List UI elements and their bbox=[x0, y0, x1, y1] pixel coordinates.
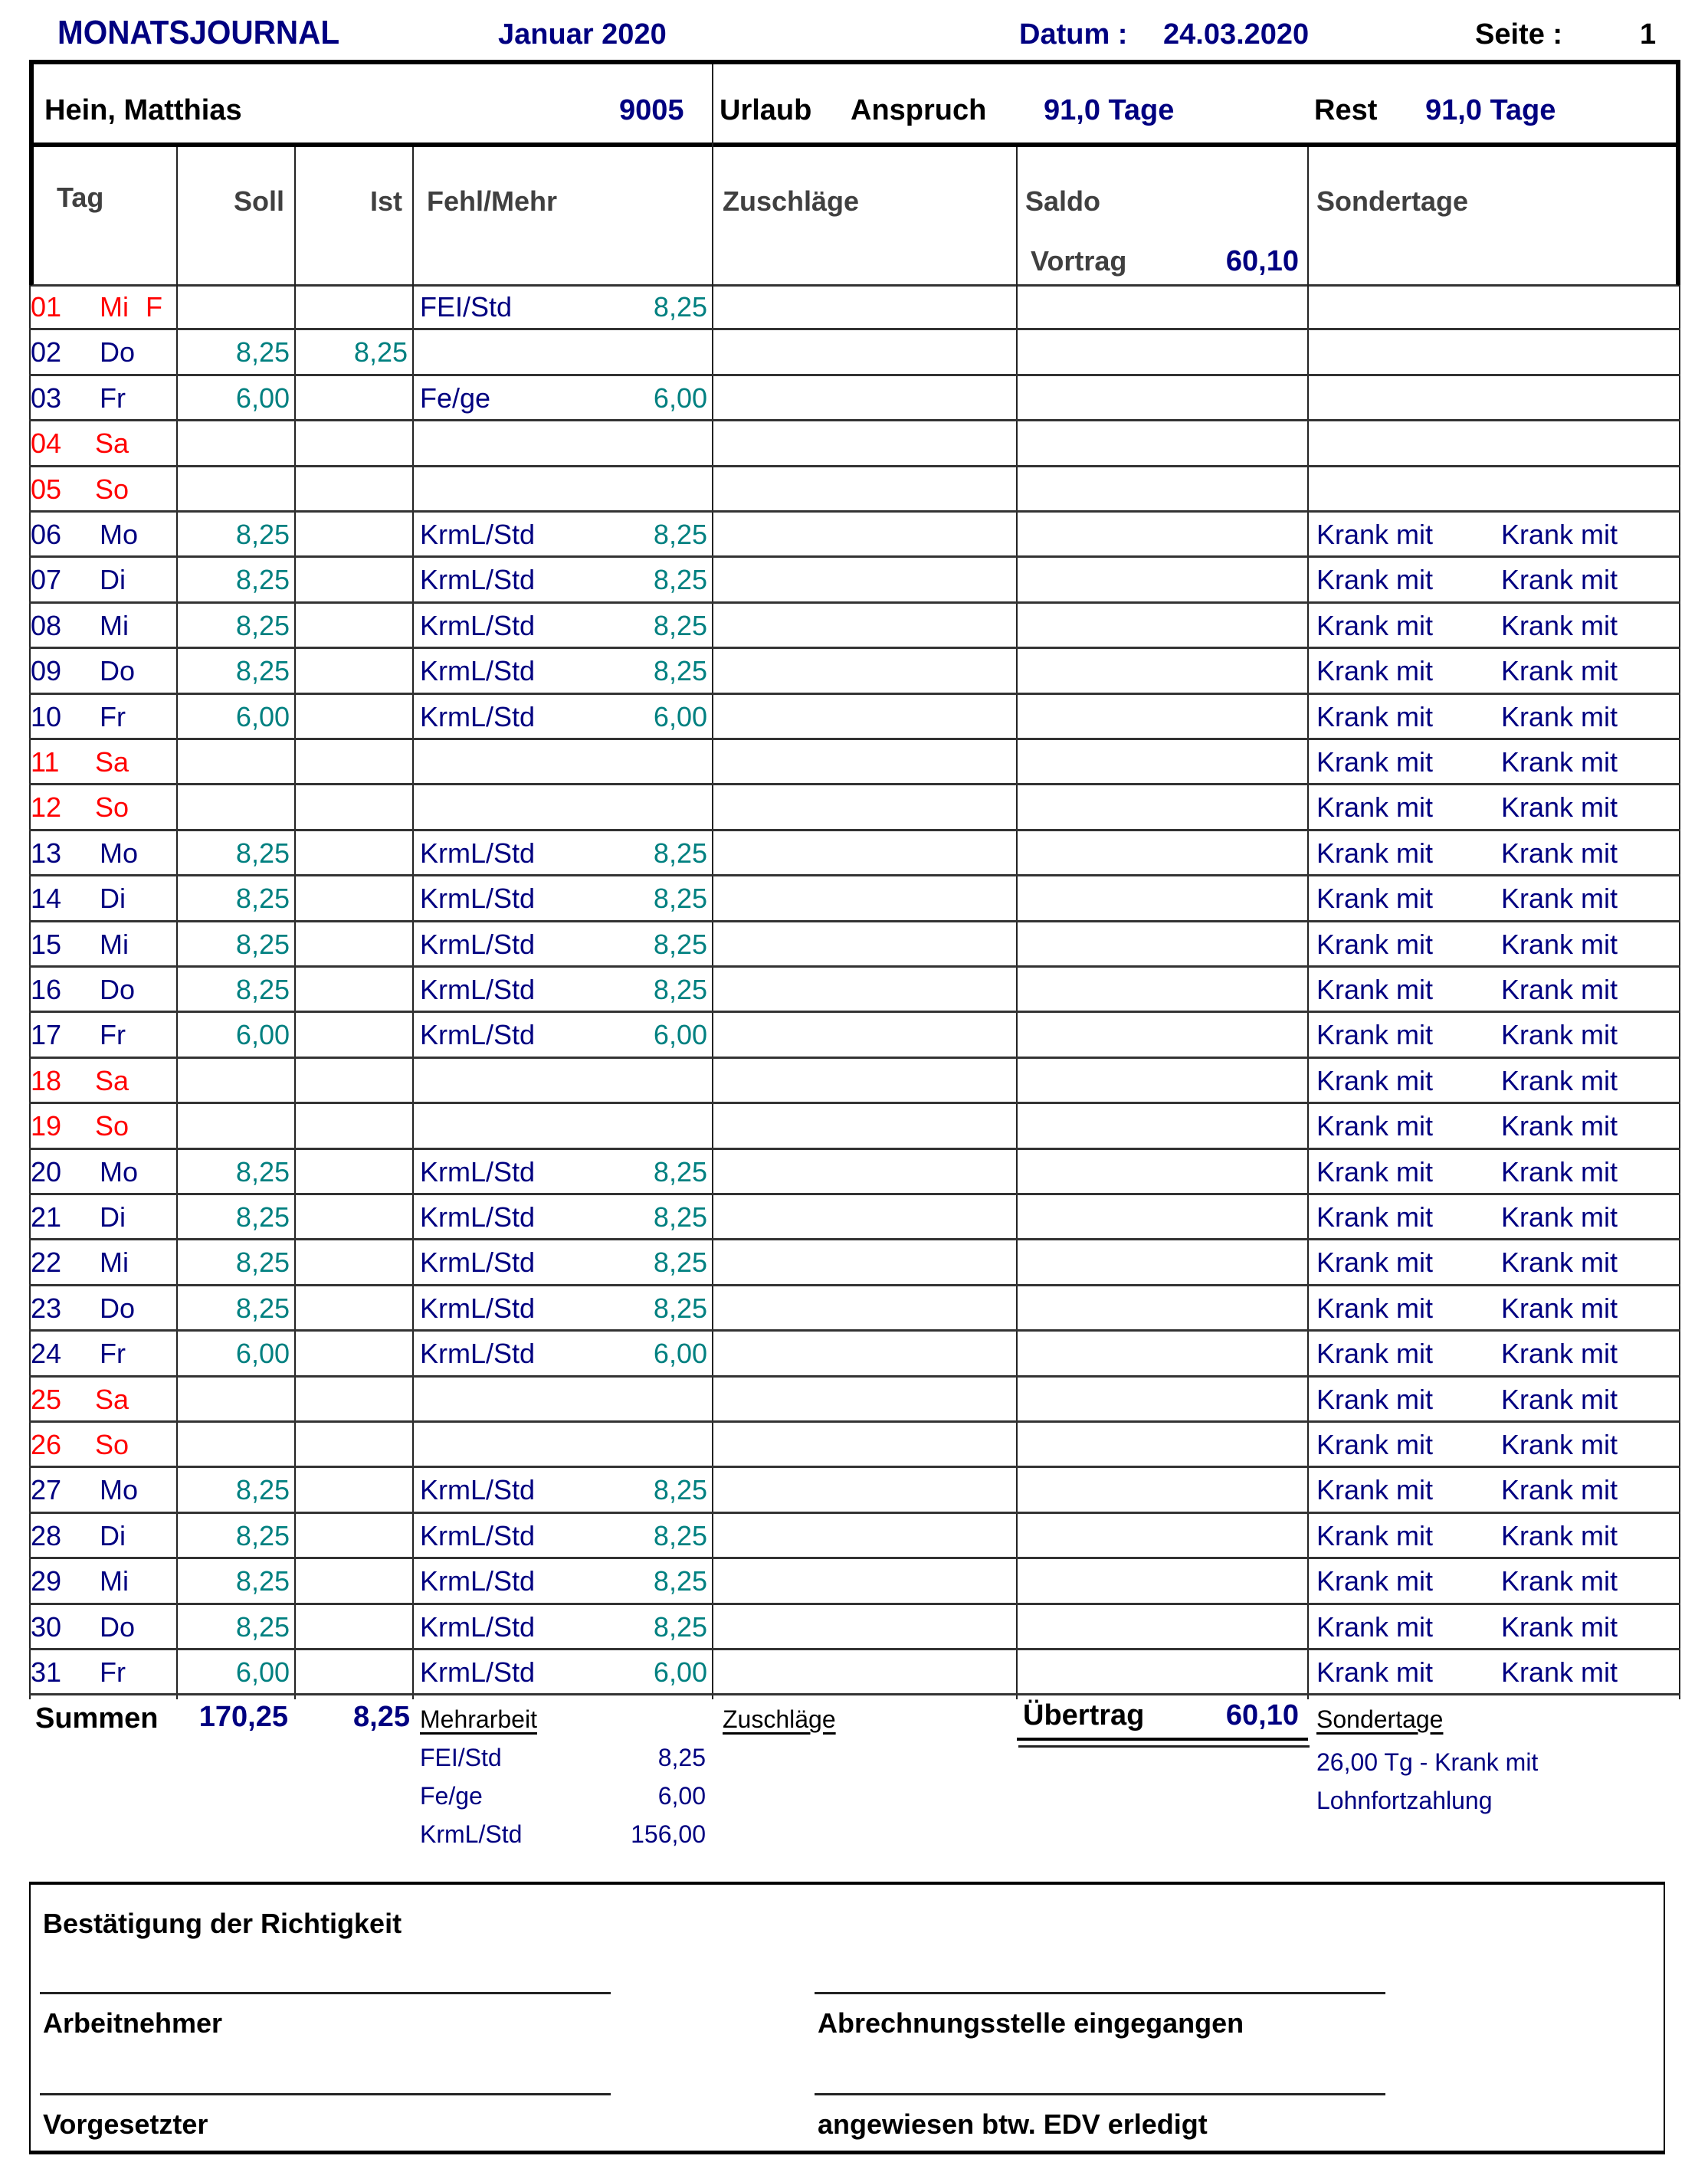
weekday: Mi bbox=[100, 291, 129, 323]
soll-hours: 6,00 bbox=[235, 700, 290, 732]
special-day-2: Krank mit bbox=[1501, 1656, 1618, 1688]
absence-hours: 8,25 bbox=[653, 291, 707, 323]
weekday: Do bbox=[100, 336, 136, 369]
weekday: Do bbox=[100, 655, 136, 687]
sondertage-label: Sondertage bbox=[1316, 1705, 1444, 1733]
absence-hours: 8,25 bbox=[653, 1201, 707, 1233]
weekday: Sa bbox=[95, 1383, 129, 1415]
special-day-1: Krank mit bbox=[1316, 1565, 1434, 1597]
special-day-1: Krank mit bbox=[1316, 1201, 1434, 1233]
totals-ist: 8,25 bbox=[353, 1701, 410, 1733]
special-day-2: Krank mit bbox=[1501, 1247, 1618, 1279]
weekday: Sa bbox=[95, 1064, 129, 1096]
day-number: 16 bbox=[31, 974, 62, 1005]
special-day-2: Krank mit bbox=[1501, 837, 1618, 869]
col-soll: Soll bbox=[233, 185, 284, 217]
weekday: Mi bbox=[100, 609, 129, 641]
signature-label-employee: Arbeitnehmer bbox=[43, 2007, 223, 2039]
table-row bbox=[29, 1605, 1680, 1650]
day-number: 21 bbox=[31, 1201, 62, 1233]
absence-code: KrmL/Std bbox=[420, 1019, 536, 1051]
soll-hours: 8,25 bbox=[235, 974, 290, 1005]
special-day-2: Krank mit bbox=[1501, 1338, 1618, 1370]
soll-hours: 8,25 bbox=[235, 1519, 290, 1551]
ist-hours: 8,25 bbox=[353, 336, 408, 369]
soll-hours: 8,25 bbox=[235, 1292, 290, 1324]
weekday: Mo bbox=[100, 1474, 139, 1506]
employee-name: Hein, Matthias bbox=[44, 94, 242, 126]
day-number: 03 bbox=[31, 382, 62, 414]
col-ist: Ist bbox=[369, 185, 402, 217]
totals-label: Summen bbox=[35, 1702, 159, 1735]
soll-hours: 6,00 bbox=[235, 1338, 290, 1370]
day-number: 25 bbox=[31, 1383, 62, 1415]
absence-hours: 8,25 bbox=[653, 609, 707, 641]
weekday: Mi bbox=[100, 928, 129, 960]
col-zuschlaege: Zuschläge bbox=[723, 185, 860, 217]
special-day-2: Krank mit bbox=[1501, 1383, 1618, 1415]
table-row bbox=[29, 376, 1680, 421]
uebertrag-value: 60,10 bbox=[1225, 1699, 1299, 1731]
special-day-1: Krank mit bbox=[1316, 746, 1434, 778]
special-day-1: Krank mit bbox=[1316, 1383, 1434, 1415]
absence-code: KrmL/Std bbox=[420, 655, 536, 687]
absence-hours: 6,00 bbox=[653, 382, 707, 414]
absence-code: KrmL/Std bbox=[420, 1474, 536, 1506]
absence-hours: 8,25 bbox=[653, 1519, 707, 1551]
journal-title: MONATSJOURNAL bbox=[57, 14, 340, 51]
absence-hours: 8,25 bbox=[653, 1247, 707, 1279]
special-day-1: Krank mit bbox=[1316, 1292, 1434, 1324]
absence-code: KrmL/Std bbox=[420, 928, 536, 960]
absence-code: KrmL/Std bbox=[420, 519, 536, 550]
col-sondertage: Sondertage bbox=[1316, 185, 1469, 217]
absence-hours: 8,25 bbox=[653, 1155, 707, 1188]
month-label: Januar 2020 bbox=[498, 18, 667, 51]
day-number: 29 bbox=[31, 1565, 62, 1597]
absence-code: KrmL/Std bbox=[420, 1565, 536, 1597]
rest-value: 91,0 Tage bbox=[1425, 94, 1556, 126]
special-day-1: Krank mit bbox=[1316, 837, 1434, 869]
table-row bbox=[29, 740, 1680, 785]
entitlement-label: Anspruch bbox=[851, 94, 987, 126]
special-day-2: Krank mit bbox=[1501, 928, 1618, 960]
table-row bbox=[29, 1514, 1680, 1559]
date-value: 24.03.2020 bbox=[1163, 18, 1310, 51]
mehrarbeit-value: 156,00 bbox=[631, 1820, 706, 1848]
signature-line-edv bbox=[815, 2093, 1385, 2095]
absence-code: KrmL/Std bbox=[420, 564, 536, 596]
special-day-2: Krank mit bbox=[1501, 700, 1618, 732]
absence-code: KrmL/Std bbox=[420, 883, 536, 915]
special-day-2: Krank mit bbox=[1501, 883, 1618, 915]
special-day-1: Krank mit bbox=[1316, 1429, 1434, 1460]
weekday: Fr bbox=[100, 700, 126, 732]
absence-code: FEI/Std bbox=[420, 291, 513, 323]
soll-hours: 8,25 bbox=[235, 1610, 290, 1643]
mehrarbeit-label: Mehrarbeit bbox=[420, 1705, 537, 1733]
special-day-1: Krank mit bbox=[1316, 700, 1434, 732]
soll-hours: 8,25 bbox=[235, 1155, 290, 1188]
col-tag: Tag bbox=[57, 182, 104, 213]
special-day-2: Krank mit bbox=[1501, 1292, 1618, 1324]
mehrarbeit-code: FEI/Std bbox=[420, 1744, 502, 1771]
special-day-1: Krank mit bbox=[1316, 1064, 1434, 1096]
table-row bbox=[29, 968, 1680, 1013]
zuschlaege-label: Zuschläge bbox=[723, 1705, 836, 1733]
absence-hours: 6,00 bbox=[653, 1656, 707, 1688]
special-day-2: Krank mit bbox=[1501, 1155, 1618, 1188]
absence-code: KrmL/Std bbox=[420, 1292, 536, 1324]
table-row bbox=[29, 1150, 1680, 1195]
table-row bbox=[29, 285, 1680, 330]
day-number: 04 bbox=[31, 428, 62, 460]
table-row bbox=[29, 604, 1680, 649]
sondertage-line1: 26,00 Tg - Krank mit bbox=[1316, 1748, 1539, 1776]
table-row bbox=[29, 1423, 1680, 1468]
sondertage-line2: Lohnfortzahlung bbox=[1316, 1787, 1493, 1814]
weekday: So bbox=[95, 791, 129, 824]
special-day-1: Krank mit bbox=[1316, 928, 1434, 960]
weekday: Di bbox=[100, 883, 126, 915]
special-day-2: Krank mit bbox=[1501, 519, 1618, 550]
special-day-2: Krank mit bbox=[1501, 1474, 1618, 1506]
absence-hours: 8,25 bbox=[653, 883, 707, 915]
absence-code: KrmL/Std bbox=[420, 609, 536, 641]
absence-code: Fe/ge bbox=[420, 382, 491, 414]
weekday: Fr bbox=[100, 1338, 126, 1370]
day-number: 09 bbox=[31, 655, 62, 687]
soll-hours: 8,25 bbox=[235, 564, 290, 596]
soll-hours: 8,25 bbox=[235, 928, 290, 960]
signature-label-edv: angewiesen btw. EDV erledigt bbox=[818, 2108, 1208, 2140]
weekday: Di bbox=[100, 1201, 126, 1233]
totals-soll: 170,25 bbox=[198, 1701, 288, 1733]
weekday: Do bbox=[100, 974, 136, 1005]
special-day-2: Krank mit bbox=[1501, 974, 1618, 1005]
soll-hours: 6,00 bbox=[235, 382, 290, 414]
table-row bbox=[29, 1286, 1680, 1332]
soll-hours: 8,25 bbox=[235, 1565, 290, 1597]
soll-hours: 8,25 bbox=[235, 837, 290, 869]
page-number: 1 bbox=[1640, 18, 1657, 51]
weekday: So bbox=[95, 1110, 129, 1142]
weekday: Fr bbox=[100, 382, 126, 414]
special-day-1: Krank mit bbox=[1316, 609, 1434, 641]
absence-code: KrmL/Std bbox=[420, 1610, 536, 1643]
special-day-1: Krank mit bbox=[1316, 1247, 1434, 1279]
table-row bbox=[29, 1195, 1680, 1240]
weekday: Mo bbox=[100, 519, 139, 550]
special-day-2: Krank mit bbox=[1501, 1201, 1618, 1233]
vacation-label: Urlaub bbox=[720, 94, 812, 126]
special-day-1: Krank mit bbox=[1316, 655, 1434, 687]
table-row bbox=[29, 876, 1680, 922]
mehrarbeit-code: Fe/ge bbox=[420, 1782, 483, 1810]
date-label: Datum : bbox=[1019, 18, 1128, 51]
weekday: Di bbox=[100, 1519, 126, 1551]
day-number: 26 bbox=[31, 1429, 62, 1460]
special-day-2: Krank mit bbox=[1501, 746, 1618, 778]
day-number: 22 bbox=[31, 1247, 62, 1279]
absence-hours: 8,25 bbox=[653, 1565, 707, 1597]
special-day-1: Krank mit bbox=[1316, 1610, 1434, 1643]
special-day-2: Krank mit bbox=[1501, 791, 1618, 824]
table-row bbox=[29, 695, 1680, 740]
absence-hours: 8,25 bbox=[653, 974, 707, 1005]
soll-hours: 8,25 bbox=[235, 883, 290, 915]
absence-code: KrmL/Std bbox=[420, 1519, 536, 1551]
weekday: Mo bbox=[100, 837, 139, 869]
table-row bbox=[29, 922, 1680, 968]
special-day-1: Krank mit bbox=[1316, 1656, 1434, 1688]
page-label: Seite : bbox=[1475, 18, 1563, 51]
table-row bbox=[29, 330, 1680, 375]
day-number: 07 bbox=[31, 564, 62, 596]
table-row bbox=[29, 649, 1680, 694]
special-day-1: Krank mit bbox=[1316, 791, 1434, 824]
signature-line-supervisor bbox=[40, 2093, 611, 2095]
table-row bbox=[29, 1332, 1680, 1377]
special-day-1: Krank mit bbox=[1316, 1474, 1434, 1506]
day-number: 01 bbox=[31, 291, 62, 323]
special-day-2: Krank mit bbox=[1501, 1019, 1618, 1051]
table-row bbox=[29, 831, 1680, 876]
special-day-1: Krank mit bbox=[1316, 564, 1434, 596]
soll-hours: 8,25 bbox=[235, 519, 290, 550]
day-number: 27 bbox=[31, 1474, 62, 1506]
day-number: 30 bbox=[31, 1610, 62, 1643]
absence-hours: 6,00 bbox=[653, 700, 707, 732]
day-number: 24 bbox=[31, 1338, 62, 1370]
soll-hours: 8,25 bbox=[235, 1201, 290, 1233]
weekday: Di bbox=[100, 564, 126, 596]
mehrarbeit-value: 6,00 bbox=[657, 1782, 706, 1810]
weekday: Fr bbox=[100, 1656, 126, 1688]
confirmation-title: Bestätigung der Richtigkeit bbox=[43, 1908, 402, 1939]
mehrarbeit-code: KrmL/Std bbox=[420, 1820, 523, 1848]
absence-hours: 8,25 bbox=[653, 1474, 707, 1506]
table-row bbox=[29, 1650, 1680, 1695]
day-number: 20 bbox=[31, 1155, 62, 1188]
double-underline-top bbox=[1017, 1738, 1308, 1741]
special-day-1: Krank mit bbox=[1316, 1519, 1434, 1551]
absence-hours: 8,25 bbox=[653, 519, 707, 550]
special-day-2: Krank mit bbox=[1501, 1429, 1618, 1460]
weekday: Mo bbox=[100, 1155, 139, 1188]
table-row bbox=[29, 467, 1680, 513]
day-number: 17 bbox=[31, 1019, 62, 1051]
table-row bbox=[29, 1559, 1680, 1604]
day-number: 14 bbox=[31, 883, 62, 915]
day-number: 28 bbox=[31, 1519, 62, 1551]
special-day-2: Krank mit bbox=[1501, 1610, 1618, 1643]
weekday: Fr bbox=[100, 1019, 126, 1051]
table-row bbox=[29, 1104, 1680, 1149]
special-day-1: Krank mit bbox=[1316, 883, 1434, 915]
soll-hours: 8,25 bbox=[235, 336, 290, 369]
weekday: Do bbox=[100, 1610, 136, 1643]
special-day-1: Krank mit bbox=[1316, 1155, 1434, 1188]
table-row bbox=[29, 513, 1680, 558]
special-day-2: Krank mit bbox=[1501, 1110, 1618, 1142]
day-number: 18 bbox=[31, 1064, 62, 1096]
absence-hours: 6,00 bbox=[653, 1338, 707, 1370]
absence-hours: 8,25 bbox=[653, 1610, 707, 1643]
absence-code: KrmL/Std bbox=[420, 1201, 536, 1233]
soll-hours: 8,25 bbox=[235, 655, 290, 687]
uebertrag-label: Übertrag bbox=[1023, 1699, 1145, 1731]
double-underline-bottom bbox=[1018, 1745, 1310, 1748]
table-row bbox=[29, 1059, 1680, 1104]
vortrag-label: Vortrag bbox=[1031, 245, 1127, 277]
special-day-1: Krank mit bbox=[1316, 1110, 1434, 1142]
special-day-2: Krank mit bbox=[1501, 1519, 1618, 1551]
day-number: 31 bbox=[31, 1656, 62, 1688]
absence-code: KrmL/Std bbox=[420, 974, 536, 1005]
weekday: Sa bbox=[95, 428, 129, 460]
special-day-1: Krank mit bbox=[1316, 1019, 1434, 1051]
soll-hours: 8,25 bbox=[235, 1247, 290, 1279]
absence-hours: 8,25 bbox=[653, 655, 707, 687]
absence-hours: 8,25 bbox=[653, 564, 707, 596]
soll-hours: 8,25 bbox=[235, 609, 290, 641]
table-row bbox=[29, 785, 1680, 831]
day-number: 06 bbox=[31, 519, 62, 550]
signature-label-supervisor: Vorgesetzter bbox=[43, 2108, 208, 2140]
weekday: Mi bbox=[100, 1565, 129, 1597]
absence-hours: 8,25 bbox=[653, 1292, 707, 1324]
day-number: 10 bbox=[31, 700, 62, 732]
rest-label: Rest bbox=[1314, 94, 1378, 126]
vortrag-value: 60,10 bbox=[1225, 245, 1299, 277]
table-row bbox=[29, 1013, 1680, 1058]
day-number: 15 bbox=[31, 928, 62, 960]
table-row bbox=[29, 1240, 1680, 1286]
table-row bbox=[29, 1468, 1680, 1513]
day-number: 19 bbox=[31, 1110, 62, 1142]
special-day-2: Krank mit bbox=[1501, 609, 1618, 641]
employee-number: 9005 bbox=[619, 94, 684, 126]
special-day-2: Krank mit bbox=[1501, 655, 1618, 687]
special-day-2: Krank mit bbox=[1501, 1064, 1618, 1096]
day-number: 23 bbox=[31, 1292, 62, 1324]
day-number: 05 bbox=[31, 473, 62, 505]
weekday: Do bbox=[100, 1292, 136, 1324]
col-fehl-mehr: Fehl/Mehr bbox=[427, 185, 558, 217]
weekday: Mi bbox=[100, 1247, 129, 1279]
day-number: 11 bbox=[31, 746, 60, 778]
entitlement-value: 91,0 Tage bbox=[1044, 94, 1175, 126]
special-day-1: Krank mit bbox=[1316, 519, 1434, 550]
weekday: So bbox=[95, 1429, 129, 1460]
day-number: 12 bbox=[31, 791, 62, 824]
weekday: Sa bbox=[95, 746, 129, 778]
soll-hours: 6,00 bbox=[235, 1019, 290, 1051]
soll-hours: 8,25 bbox=[235, 1474, 290, 1506]
absence-hours: 6,00 bbox=[653, 1019, 707, 1051]
absence-code: KrmL/Std bbox=[420, 1247, 536, 1279]
signature-line-employee bbox=[40, 1992, 611, 1994]
special-day-1: Krank mit bbox=[1316, 1338, 1434, 1370]
day-number: 13 bbox=[31, 837, 62, 869]
col-saldo: Saldo bbox=[1025, 185, 1101, 217]
weekday: So bbox=[95, 473, 129, 505]
absence-code: KrmL/Std bbox=[420, 1155, 536, 1188]
signature-label-payroll: Abrechnungsstelle eingegangen bbox=[818, 2007, 1244, 2039]
absence-code: KrmL/Std bbox=[420, 837, 536, 869]
holiday-flag: F bbox=[146, 291, 162, 323]
absence-hours: 8,25 bbox=[653, 837, 707, 869]
mehrarbeit-value: 8,25 bbox=[657, 1744, 706, 1771]
absence-code: KrmL/Std bbox=[420, 1656, 536, 1688]
table-row bbox=[29, 558, 1680, 603]
absence-code: KrmL/Std bbox=[420, 1338, 536, 1370]
day-number: 02 bbox=[31, 336, 62, 369]
absence-code: KrmL/Std bbox=[420, 700, 536, 732]
absence-hours: 8,25 bbox=[653, 928, 707, 960]
soll-hours: 6,00 bbox=[235, 1656, 290, 1688]
special-day-2: Krank mit bbox=[1501, 1565, 1618, 1597]
table-row bbox=[29, 421, 1680, 467]
divider bbox=[712, 64, 713, 147]
signature-line-payroll bbox=[815, 1992, 1385, 1994]
table-row bbox=[29, 1378, 1680, 1423]
day-number: 08 bbox=[31, 609, 62, 641]
special-day-1: Krank mit bbox=[1316, 974, 1434, 1005]
special-day-2: Krank mit bbox=[1501, 564, 1618, 596]
